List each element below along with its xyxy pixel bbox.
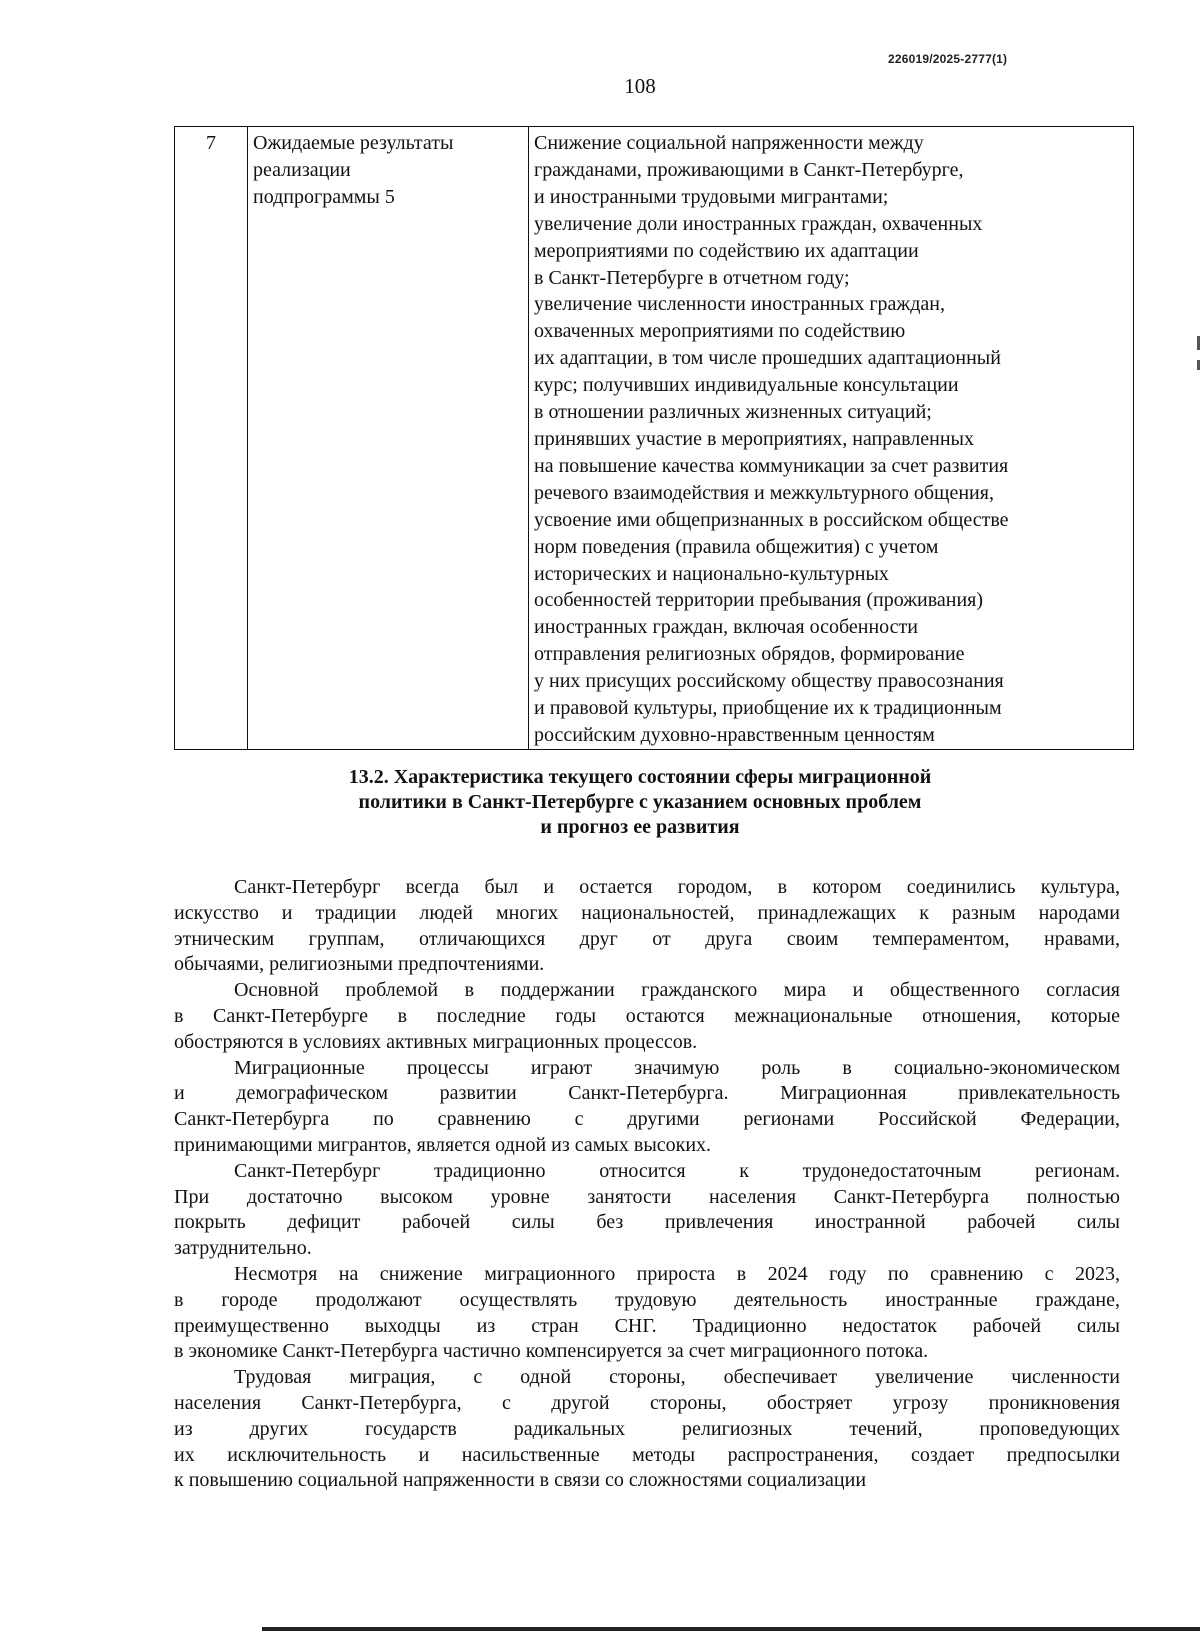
paragraph-line: затруднительно. — [174, 1237, 312, 1260]
paragraph-line: их исключительность и насильственные методы распространения, создает предпосылки — [174, 1443, 1120, 1466]
body-text — [174, 875, 1120, 1494]
table-cell-line: Снижение социальной напряженности между — [534, 132, 924, 154]
table-cell-line: и иностранными трудовыми мигрантами; — [534, 185, 889, 208]
heading-line: 13.2. Характеристика текущего состоянии сферы миграционной — [348, 766, 932, 788]
table-row — [175, 127, 1134, 750]
table-cell-line: курс; получивших индивидуальные консультации — [534, 374, 959, 397]
paragraph-line: При достаточно высоком уровне занятости населения Санкт-Петербурга полностью — [174, 1185, 1120, 1208]
paragraph — [174, 875, 1120, 978]
table-cell-line: гражданами, проживающими в Санкт-Петербурге, — [534, 158, 964, 181]
table-cell-line: исторических и национально-культурных — [534, 562, 889, 585]
paragraph-line: к повышению социальной напряженности в связи со сложностями социализации — [174, 1469, 867, 1492]
table-cell-line: речевого взаимодействия и межкультурного общения, — [534, 481, 994, 504]
paragraph-line: обостряются в условиях активных миграционных процессов. — [174, 1030, 698, 1053]
document-id: 226019/2025-2777(1) — [888, 52, 1008, 66]
table-cell-line: у них присущих российскому обществу правосознания — [534, 670, 1004, 693]
paragraph-line: Санкт-Петербурга по сравнению с другими регионами Российской Федерации, — [174, 1108, 1120, 1131]
paragraph-line: покрыть дефицит рабочей силы без привлечения иностранной рабочей силы — [174, 1211, 1120, 1234]
paragraph-line: преимущественно выходцы из стран СНГ. Традиционно недостаток рабочей силы — [174, 1314, 1120, 1337]
row-value-cell — [529, 127, 1134, 750]
table-cell-line: их адаптации, в том числе прошедших адаптационный — [534, 347, 1001, 370]
row-number-cell — [175, 127, 248, 750]
table-cell-line: Ожидаемые результаты — [253, 132, 454, 154]
paragraph — [174, 1365, 1120, 1494]
results-table — [174, 126, 1134, 750]
paragraph — [174, 1262, 1120, 1365]
row-number: 7 — [206, 132, 216, 154]
paragraph-line: из других государств радикальных религиозных течений, проповедующих — [174, 1417, 1120, 1440]
paragraph-line: Трудовая миграция, с одной стороны, обеспечивает увеличение численности — [234, 1366, 1120, 1389]
table-cell-line: принявших участие в мероприятиях, направленных — [534, 427, 974, 450]
heading-line: и прогноз ее развития — [540, 816, 740, 838]
table-cell-line: российским духовно-нравственным ценностям — [534, 723, 935, 746]
table-cell-line: подпрограммы 5 — [253, 185, 395, 208]
table-cell-line: усвоение ими общепризнанных в российском обществе — [534, 508, 1009, 531]
table-cell-line: увеличение доли иностранных граждан, охваченных — [534, 212, 983, 235]
paragraph-line: этническим группам, отличающихся друг от друга своим темпераментом, нравами, — [174, 927, 1120, 950]
paragraph-line: Несмотря на снижение миграционного прироста в 2024 году по сравнению с 2023, — [234, 1262, 1120, 1285]
paragraph-line: Санкт-Петербург традиционно относится к трудонедостаточным регионам. — [234, 1159, 1120, 1182]
paragraph-line: принимающими мигрантов, является одной из самых высоких. — [174, 1133, 712, 1156]
paragraph-line: в экономике Санкт-Петербурга частично компенсируется за счет миграционного потока. — [174, 1340, 929, 1363]
table-cell-line: охваченных мероприятиями по содействию — [534, 320, 906, 343]
paragraph — [174, 1159, 1120, 1262]
section-heading — [200, 765, 1080, 840]
paragraph-line: Основной проблемой в поддержании гражданского мира и общественного согласия — [234, 979, 1120, 1002]
table-cell-line: иностранных граждан, включая особенности — [534, 616, 918, 639]
paragraph-line: в городе продолжают осуществлять трудовую деятельность иностранные граждане, — [174, 1288, 1120, 1311]
table-cell-line: в Санкт-Петербурге в отчетном году; — [534, 266, 850, 289]
heading-line: политики в Санкт-Петербурге с указанием основных проблем — [358, 791, 922, 813]
table-cell-line: в отношении различных жизненных ситуаций; — [534, 401, 932, 424]
row-name-cell — [248, 127, 529, 750]
scan-border-line — [262, 1627, 1200, 1631]
table-cell-line: особенностей территории пребывания (проживания) — [534, 589, 984, 612]
table-cell-line: увеличение численности иностранных граждан, — [534, 293, 945, 316]
paragraph-line: Санкт-Петербург всегда был и остается городом, в котором соединились культура, — [234, 876, 1120, 898]
paragraph-line: обычаями, религиозными предпочтениями. — [174, 953, 545, 976]
paragraph-line: искусство и традиции людей многих национальностей, принадлежащих к разным народами — [174, 901, 1120, 924]
table-cell-line: реализации — [253, 158, 351, 181]
table-cell-line: мероприятиями по содействию их адаптации — [534, 239, 919, 262]
paragraph — [174, 1056, 1120, 1159]
paragraph-line: населения Санкт-Петербурга, с другой стороны, обостряет угрозу проникновения — [174, 1391, 1120, 1414]
table-cell-line: и правовой культуры, приобщение их к традиционным — [534, 697, 1002, 720]
paragraph-line: в Санкт-Петербурге в последние годы остаются межнациональные отношения, которые — [174, 1004, 1120, 1027]
page-number: 108 — [624, 74, 656, 98]
paragraph — [174, 978, 1120, 1055]
paragraph-line: и демографическом развитии Санкт-Петербурга. Миграционная привлекательность — [174, 1082, 1120, 1105]
table-cell-line: на повышение качества коммуникации за счет развития — [534, 454, 1009, 477]
table-cell-line: норм поведения (правила общежития) с учетом — [534, 535, 939, 558]
table-cell-line: отправления религиозных обрядов, формирование — [534, 643, 965, 666]
paragraph-line: Миграционные процессы играют значимую роль в социально-экономическом — [234, 1056, 1120, 1079]
